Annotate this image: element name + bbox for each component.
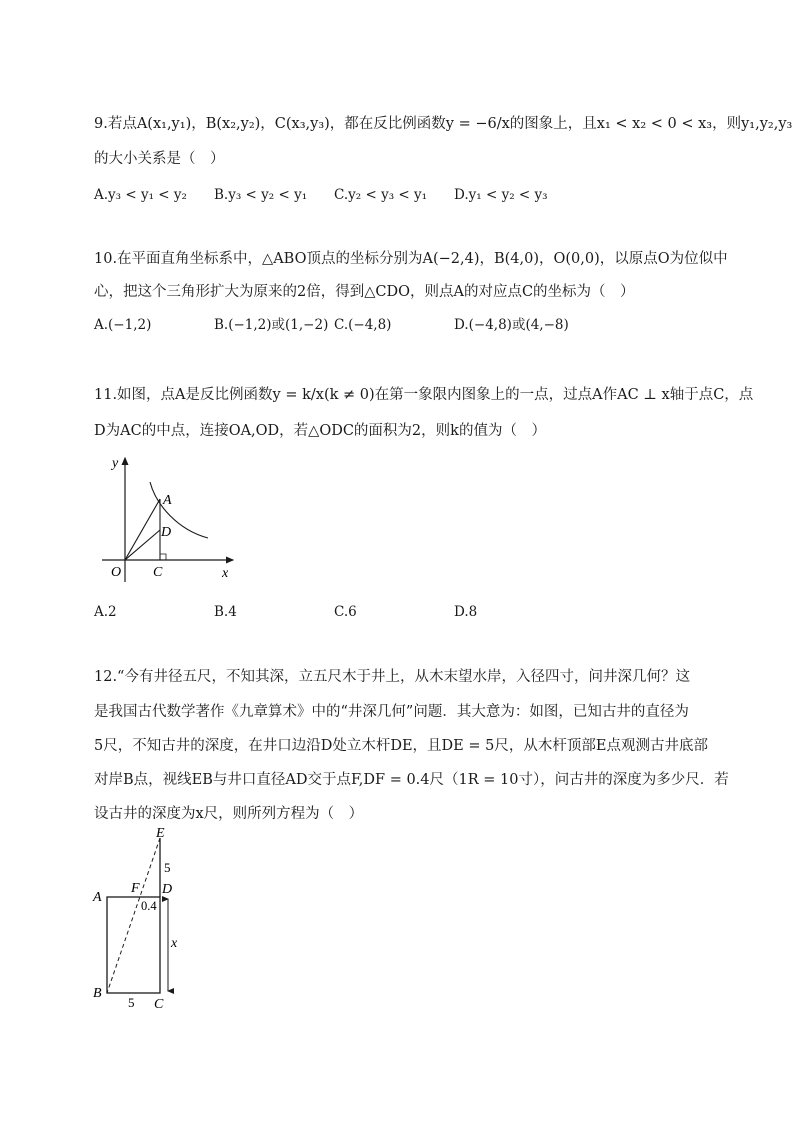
segment-od	[125, 530, 160, 560]
q11-option-a: A.2	[94, 604, 117, 620]
q11-figure	[100, 450, 250, 585]
q11-option-d: D.8	[454, 604, 478, 620]
label-x: x	[222, 566, 229, 581]
q12-line-2: 是我国古代数学著作《九章算术》中的“井深几何”问题．其大意为：如图，已知古井的直径为	[94, 704, 689, 720]
q12-line-3: 5尺，不知古井的深度，在井口边沿D处立木杆DE，且DE = 5尺，从木杆顶部E点观测古井底部	[94, 738, 708, 754]
q9-option-c: C.y₂ < y₃ < y₁	[334, 187, 428, 203]
label-0.4: 0.4	[141, 899, 157, 913]
q10-line-1: 10.在平面直角坐标系中，△ABO顶点的坐标分别为A(−2,4)，B(4,0)，O(0,0)，以原点O为位似中	[94, 251, 728, 267]
sight-line-eb	[107, 838, 160, 993]
label-e: E	[156, 826, 165, 841]
q9-line-1: 9.若点A(x₁,y₁)，B(x₂,y₂)，C(x₃,y₃)，都在反比例函数y = −6/x的图象上，且x₁ < x₂ < 0 < x₃，则y₁,y₂,y₃	[94, 116, 793, 132]
q12-line-4: 对岸B点，视线EB与井口直径AD交于点F,DF = 0.4尺（1R = 10寸），问古井的深度为多少尺．若	[94, 772, 729, 788]
q10-line-2: 心，把这个三角形扩大为原来的2倍，得到△CDO，则点A的对应点C的坐标为（ ）	[94, 284, 635, 300]
q11-option-b: B.4	[214, 604, 237, 620]
label-d: D	[162, 882, 173, 897]
label-o: O	[111, 565, 122, 580]
q9-option-d: D.y₁ < y₂ < y₃	[454, 187, 548, 203]
q9-line-2: 的大小关系是（ ）	[94, 151, 225, 167]
q10-option-c: C.(−4,8)	[334, 317, 392, 333]
label-five-top: 5	[164, 860, 171, 875]
q12-figure	[88, 825, 198, 1015]
label-c: C	[153, 565, 163, 580]
q9-option-b: B.y₃ < y₂ < y₁	[214, 187, 308, 203]
label-a: A	[163, 493, 172, 508]
q10-option-b: B.(−1,2)或(1,−2)	[214, 317, 329, 333]
q12-line-1: 12.“今有井径五尺，不知其深，立五尺木于井上，从木末望水岸，入径四寸，问井深几何？这	[94, 669, 690, 685]
q10-option-d: D.(−4,8)或(4,−8)	[454, 317, 569, 333]
label-x: x	[171, 936, 178, 951]
label-b: B	[93, 986, 102, 1001]
label-y: y	[112, 456, 119, 471]
q11-option-c: C.6	[334, 604, 357, 620]
q12-line-5: 设古井的深度为x尺，则所列方程为（ ）	[94, 806, 364, 822]
q9-option-a: A.y₃ < y₁ < y₂	[94, 187, 187, 203]
label-a: A	[93, 890, 102, 905]
label-d: D	[161, 525, 172, 540]
segment-oa	[125, 499, 160, 560]
hyperbola-curve	[150, 482, 208, 538]
q11-line-2: D为AC的中点，连接OA,OD，若△ODC的面积为2，则k的值为（ ）	[94, 423, 546, 439]
label-five-bottom: 5	[128, 995, 135, 1010]
label-f: F	[131, 881, 140, 896]
label-c: C	[154, 997, 164, 1012]
q10-option-a: A.(−1,2)	[94, 317, 152, 333]
right-angle-mark	[160, 554, 166, 560]
q11-line-1: 11.如图，点A是反比例函数y = k/x(k ≠ 0)在第一象限内图象上的一点，过点A作AC ⊥ x轴于点C，点	[94, 387, 754, 403]
